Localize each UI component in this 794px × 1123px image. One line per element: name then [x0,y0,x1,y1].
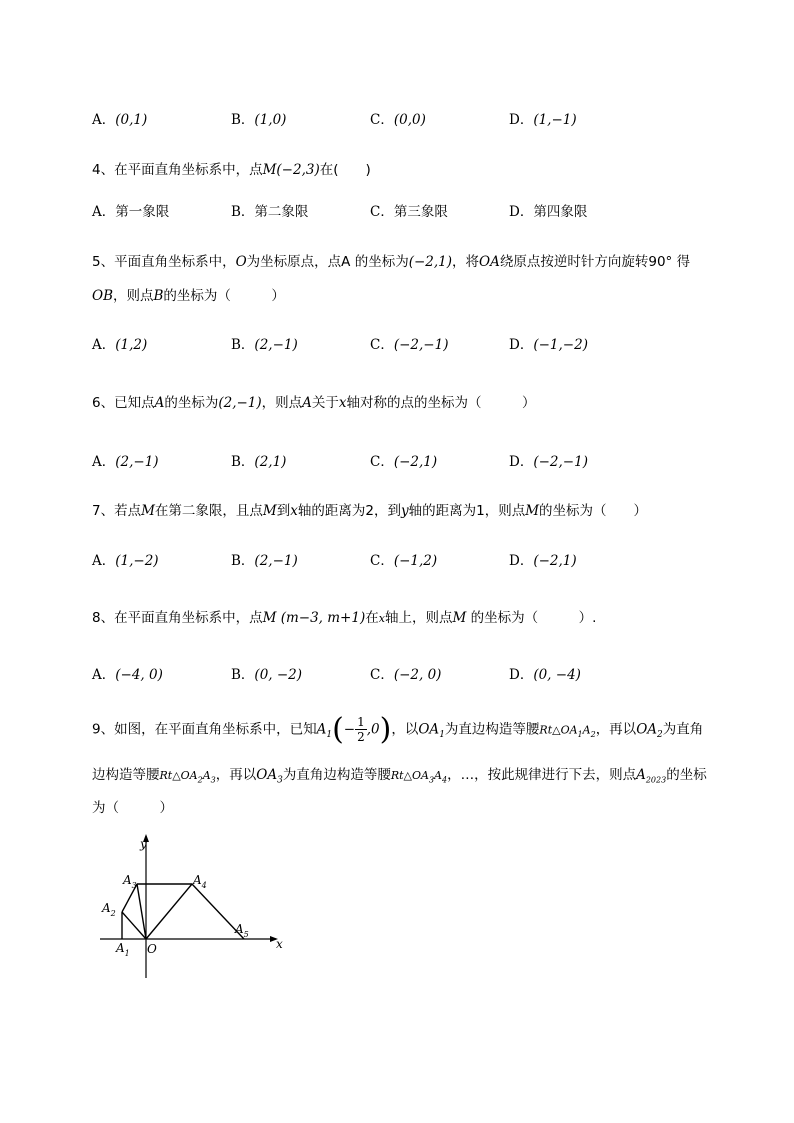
q5-option-d[interactable] [509,333,588,353]
stem-text: ，再以 [215,767,257,783]
option-letter: D． [509,337,534,353]
stem-text: 7、若点 [92,503,142,519]
stem-text: 为直边构造等腰 [444,721,540,738]
stem-text: 为直角边构造等腰 [282,767,391,783]
subscript: 3 [210,775,216,785]
subscript: 2 [197,775,203,785]
point-o: O [235,254,247,270]
option-letter: C． [370,553,394,569]
q9-stem-line3 [92,796,173,816]
subscript: 1 [326,730,333,741]
segment-o-a4 [146,884,192,939]
point-a: A [302,395,312,411]
option-value: (−1,2) [393,553,438,569]
q4-option-b[interactable] [231,200,308,220]
q3-option-b[interactable] [231,108,286,128]
q8-option-d[interactable] [509,663,581,683]
q3-option-c[interactable] [370,108,426,128]
option-letter: A． [92,553,116,569]
q5-stem-line2 [92,284,285,304]
point-m: M [525,503,540,519]
stem-text: 的坐标 [666,767,707,783]
segment-oa: OA [479,254,500,270]
option-value: (1,2) [115,337,148,353]
point-m: M(−2,3) [262,162,320,178]
stem-text: 轴的距离为1，则点 [408,503,526,519]
q8-option-a[interactable] [92,663,163,683]
q3-option-d[interactable] [509,108,577,128]
triangle-chain [122,884,244,939]
option-letter: B． [231,667,255,683]
stem-text: 9、如图，在平面直角坐标系中，已知 [92,721,317,738]
option-letter: B． [231,553,255,569]
option-letter: A． [92,454,116,470]
stem-text: 的坐标为（ ） [163,288,285,304]
stem-text: 的坐标为（ ）. [466,610,597,626]
q6-option-c[interactable] [370,450,437,470]
option-value: 第三象限 [393,204,448,220]
q5-option-c[interactable] [370,333,448,353]
option-value: (2,1) [254,454,287,470]
option-letter: D． [509,204,534,220]
triangle-1-vertex: A [582,723,591,737]
label-a5: $A_5$ [235,922,249,939]
option-letter: C． [370,454,394,470]
q6-option-b[interactable] [231,450,286,470]
option-value: (−2,−1) [393,337,449,353]
option-value: (1,−2) [115,553,159,569]
option-letter: D． [509,454,534,470]
option-value: (2,−1) [254,553,298,569]
option-letter: B． [231,204,255,220]
triangle-2-vertex: A [202,769,211,782]
fraction-half [355,715,367,744]
stem-text: 绕原点按逆时针方向旋转90° 得 [499,254,691,270]
option-letter: A． [92,337,116,353]
subscript: 2023 [645,775,667,785]
label-a3: $A_3$ [123,873,137,890]
stem-text: 8、在平面直角坐标系中，点 [92,610,263,626]
q4-option-c[interactable] [370,200,448,220]
coord: (2,−1) [218,395,262,411]
subscript: 3 [428,775,435,785]
paren-close: ) [379,712,392,747]
origin-label: O [147,942,157,956]
stem-text: 到 [276,503,291,519]
q8-option-c[interactable] [370,663,441,683]
option-letter: A． [92,112,116,128]
subscript: 1 [439,730,445,741]
stem-text: 在第二象限，且点 [154,503,263,519]
option-value: (−4, 0) [115,667,163,683]
frac-denominator: 2 [357,730,365,744]
stem-text: ，将 [452,254,480,270]
q9-stem-line1 [92,712,703,747]
option-value: (0,0) [393,112,426,128]
segment-oa3: OA [256,767,278,783]
q7-option-c[interactable] [370,549,437,569]
label-a2: $A_2$ [102,901,116,918]
option-value: (1,−1) [533,112,577,128]
q7-option-d[interactable] [509,549,577,569]
point-m: M [141,503,155,519]
stem-text: 轴上，则点 [384,610,453,626]
axis-y: y [400,503,409,519]
segment-oa2: OA [636,721,658,738]
subscript: 2 [590,730,596,740]
q4-option-d[interactable] [509,200,587,220]
segment-ob: OB [92,288,113,304]
q8-stem [92,606,596,626]
axis-x: x [290,503,298,519]
option-letter: D． [509,667,534,683]
option-value: (2,−1) [254,337,298,353]
stem-text: ，…，按此规律进行下去，则点 [447,767,637,783]
label-a4: $A_4$ [193,873,207,890]
stem-text: ，以 [391,721,419,738]
triangle-1: Rt△OA [539,723,578,737]
subscript: 3 [277,775,283,786]
stem-text: ，再以 [595,721,637,738]
option-letter: A． [92,667,116,683]
point-a: A [154,395,165,411]
q4-option-a[interactable] [92,200,169,220]
q6-stem [92,391,536,411]
stem-text: 轴的距离为2，到 [297,503,401,519]
axis-x: x [338,395,347,411]
stem-text: 为（ ） [92,800,173,816]
q3-option-a[interactable] [92,108,147,128]
coordinate-figure [92,832,292,982]
point-m: M (m−3, m+1) [262,610,366,626]
option-letter: C． [370,337,394,353]
option-letter: A． [92,204,116,220]
triangle-3-vertex: A [434,769,442,782]
q6-option-d[interactable] [509,450,588,470]
subscript: 1 [577,730,583,740]
coord-tail: ,0 [366,721,380,738]
point-b: B [153,288,164,304]
axis-x: x [378,612,385,625]
subscript: 2 [657,730,663,741]
q7-stem [92,499,647,519]
label-a1: $A_1$ [116,941,130,958]
option-letter: B． [231,337,255,353]
option-value: (−2, 0) [393,667,442,683]
stem-text: 轴对称的点的坐标为（ ） [346,395,536,411]
y-label: y [140,837,147,851]
option-value: (0,1) [115,112,148,128]
q5-stem-line1 [92,250,690,270]
option-letter: B． [231,112,255,128]
stem-text: 4、在平面直角坐标系中，点 [92,162,263,178]
triangle-3: Rt△OA [390,769,429,782]
x-label: x [276,937,283,951]
q8-option-b[interactable] [231,663,302,683]
stem-text: 在( ) [319,162,371,178]
stem-text: 5、平面直角坐标系中， [92,254,236,270]
stem-text: 为直角 [662,721,704,738]
segment-oa1: OA [418,721,440,738]
point-m: M [262,503,277,519]
option-letter: D． [509,553,534,569]
option-value: (−2,−1) [533,454,588,470]
option-letter: B． [231,454,255,470]
frac-numerator: 1 [357,715,365,729]
option-value: 第二象限 [254,204,309,220]
option-value: (−2,1) [393,454,438,470]
q5-option-a[interactable] [92,333,147,353]
q9-stem-line2 [92,763,707,786]
subscript: 4 [442,775,448,785]
option-value: (1,0) [254,112,287,128]
option-value: (0, −2) [254,667,303,683]
q4-stem [92,158,371,178]
option-value: (−2,1) [533,553,577,569]
stem-text: 边构造等腰 [92,767,160,783]
minus-sign: − [343,721,356,738]
option-value: (0, −4) [533,667,581,683]
option-letter: C． [370,204,394,220]
stem-text: 关于 [311,395,339,411]
option-value: (−1,−2) [533,337,588,353]
option-value: (2,−1) [115,454,159,470]
stem-text: 6、已知点 [92,395,155,411]
stem-text: 的坐标为 [164,395,219,411]
option-letter: C． [370,667,394,683]
q7-option-b[interactable] [231,549,298,569]
stem-text: ，则点 [113,288,154,304]
q5-option-b[interactable] [231,333,298,353]
option-value: 第一象限 [115,204,170,220]
option-letter: C． [370,112,394,128]
stem-text: 为坐标原点，点A 的坐标为 [246,254,409,270]
point-a1: A [316,721,327,738]
paren-open: ( [332,712,344,747]
point-m: M [452,610,467,626]
option-value: 第四象限 [533,204,588,220]
option-letter: D． [509,112,534,128]
stem-text: 的坐标为（ ） [539,503,648,519]
point-a2023: A [636,767,646,783]
coord: (−2,1) [408,254,453,270]
q7-option-a[interactable] [92,549,159,569]
triangle-2: Rt△OA [159,769,198,782]
stem-text: 在 [365,610,379,626]
q6-option-a[interactable] [92,450,159,470]
stem-text: ，则点 [261,395,303,411]
